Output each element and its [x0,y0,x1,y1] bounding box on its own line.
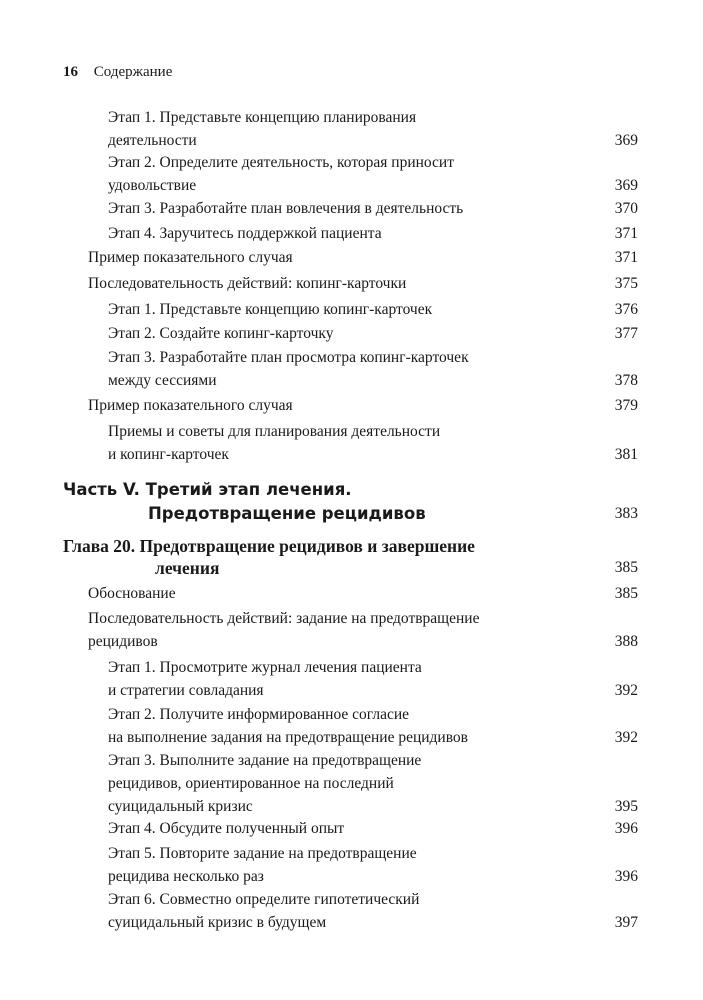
toc-page-number: 392 [614,682,638,699]
toc-entry [108,703,638,749]
toc-page-number: 370 [614,200,638,217]
toc-entry-line: Этап 5. Повторите задание на предотвращение [108,845,417,862]
toc-entry-line: Пример показательного случая [88,249,293,266]
toc-entry-line: Последовательность действий: задание на предотвращение [88,610,480,627]
toc-page-number: 395 [614,798,638,815]
toc-entry [108,222,638,245]
toc-page-number: 392 [614,729,638,746]
toc-page-number: 381 [614,446,638,463]
toc-page-number: 376 [614,301,638,318]
toc-entry [108,346,638,392]
toc-entry-line: Этап 4. Заручитесь поддержкой пациента [108,225,382,242]
toc-entry [88,246,638,269]
toc-entry-line: Этап 1. Представьте концепцию планирования [108,109,417,126]
toc-entry-line: деятельности [108,132,197,149]
toc-entry-line: рецидива несколько раз [108,868,264,885]
toc-entry [108,749,638,818]
toc-page-number: 396 [614,820,638,837]
toc-entry [108,842,638,888]
toc-entry-line: Этап 2. Получите информированное согласие [108,706,410,723]
toc-entry [88,607,638,653]
toc-page-number: 377 [614,325,638,342]
toc-page-number: 378 [614,372,638,389]
toc-entry-line: Этап 1. Представьте концепцию копинг-карточек [108,301,433,318]
toc-page-number: 385 [614,585,638,602]
toc-page-number: 397 [614,914,638,931]
toc-page-number: 379 [614,397,638,414]
toc-entry-line: суицидальный кризис [108,798,253,815]
running-title: Содержание [93,64,173,80]
toc-entry-line: Этап 3. Разработайте план вовлечения в деятельность [108,200,464,217]
toc-page-number: 369 [614,132,638,149]
toc-entry [108,151,638,197]
toc-entry-line: Этап 2. Определите деятельность, которая приносит [108,154,454,171]
toc-chapter-heading [63,535,638,579]
toc-part-heading [63,478,638,526]
toc-entry-line: Этап 3. Разработайте план просмотра копинг-карточек [108,349,469,366]
toc-entry [108,106,638,152]
toc-entry-line: и стратегии совладания [108,682,264,699]
toc-entry-line: Последовательность действий: копинг-карточки [88,275,407,292]
toc-entry-line: рецидивов, ориентированное на последний [108,775,394,792]
toc-entry-line: Обоснование [88,585,176,602]
toc-entry-line: лечения [155,558,220,578]
toc-entry-line: Пример показательного случая [88,397,293,414]
toc-entry-line: Этап 4. Обсудите полученный опыт [108,820,345,837]
toc-entry [88,272,638,295]
toc-entry [88,394,638,417]
toc-entry-line: между сессиями [108,372,217,389]
toc-entry-line: рецидивов [88,633,158,650]
toc-entry [88,582,638,605]
toc-entry-line: Этап 1. Просмотрите журнал лечения пациента [108,659,422,676]
toc-entry [108,197,638,220]
toc-page-number: 385 [614,559,638,576]
toc-entry [108,322,638,345]
toc-entry-line: Этап 2. Создайте копинг-карточку [108,325,334,342]
toc-entry-line: Этап 6. Совместно определите гипотетический [108,891,420,908]
toc-page-number: 383 [614,505,638,522]
toc-entry [108,888,638,934]
toc-entry [108,298,638,321]
toc-entry-line: на выполнение задания на предотвращение рецидивов [108,729,469,746]
toc-entry-line: Приемы и советы для планирования деятельности [108,423,441,440]
toc-entry-line: удовольствие [108,177,197,194]
toc-entry [108,817,638,840]
toc-page-number: 375 [614,275,638,292]
toc-page-number: 371 [614,249,638,266]
toc-entry-line: Часть V. Третий этап лечения. [63,480,352,499]
toc-entry-line: Предотвращение рецидивов [148,504,426,523]
toc-entry-line: и копинг-карточек [108,446,229,463]
page-number: 16 [63,64,78,80]
toc-page-number: 369 [614,177,638,194]
toc-entry-line: Этап 3. Выполните задание на предотвращение [108,752,422,769]
toc-entry-line: Глава 20. Предотвращение рецидивов и завершение [63,536,475,556]
toc-entry [108,656,638,702]
toc-page-number: 396 [614,868,638,885]
toc-entry [108,420,638,466]
toc-page-number: 371 [614,225,638,242]
toc-entry-line: суицидальный кризис в будущем [108,914,327,931]
toc-page-number: 388 [614,633,638,650]
